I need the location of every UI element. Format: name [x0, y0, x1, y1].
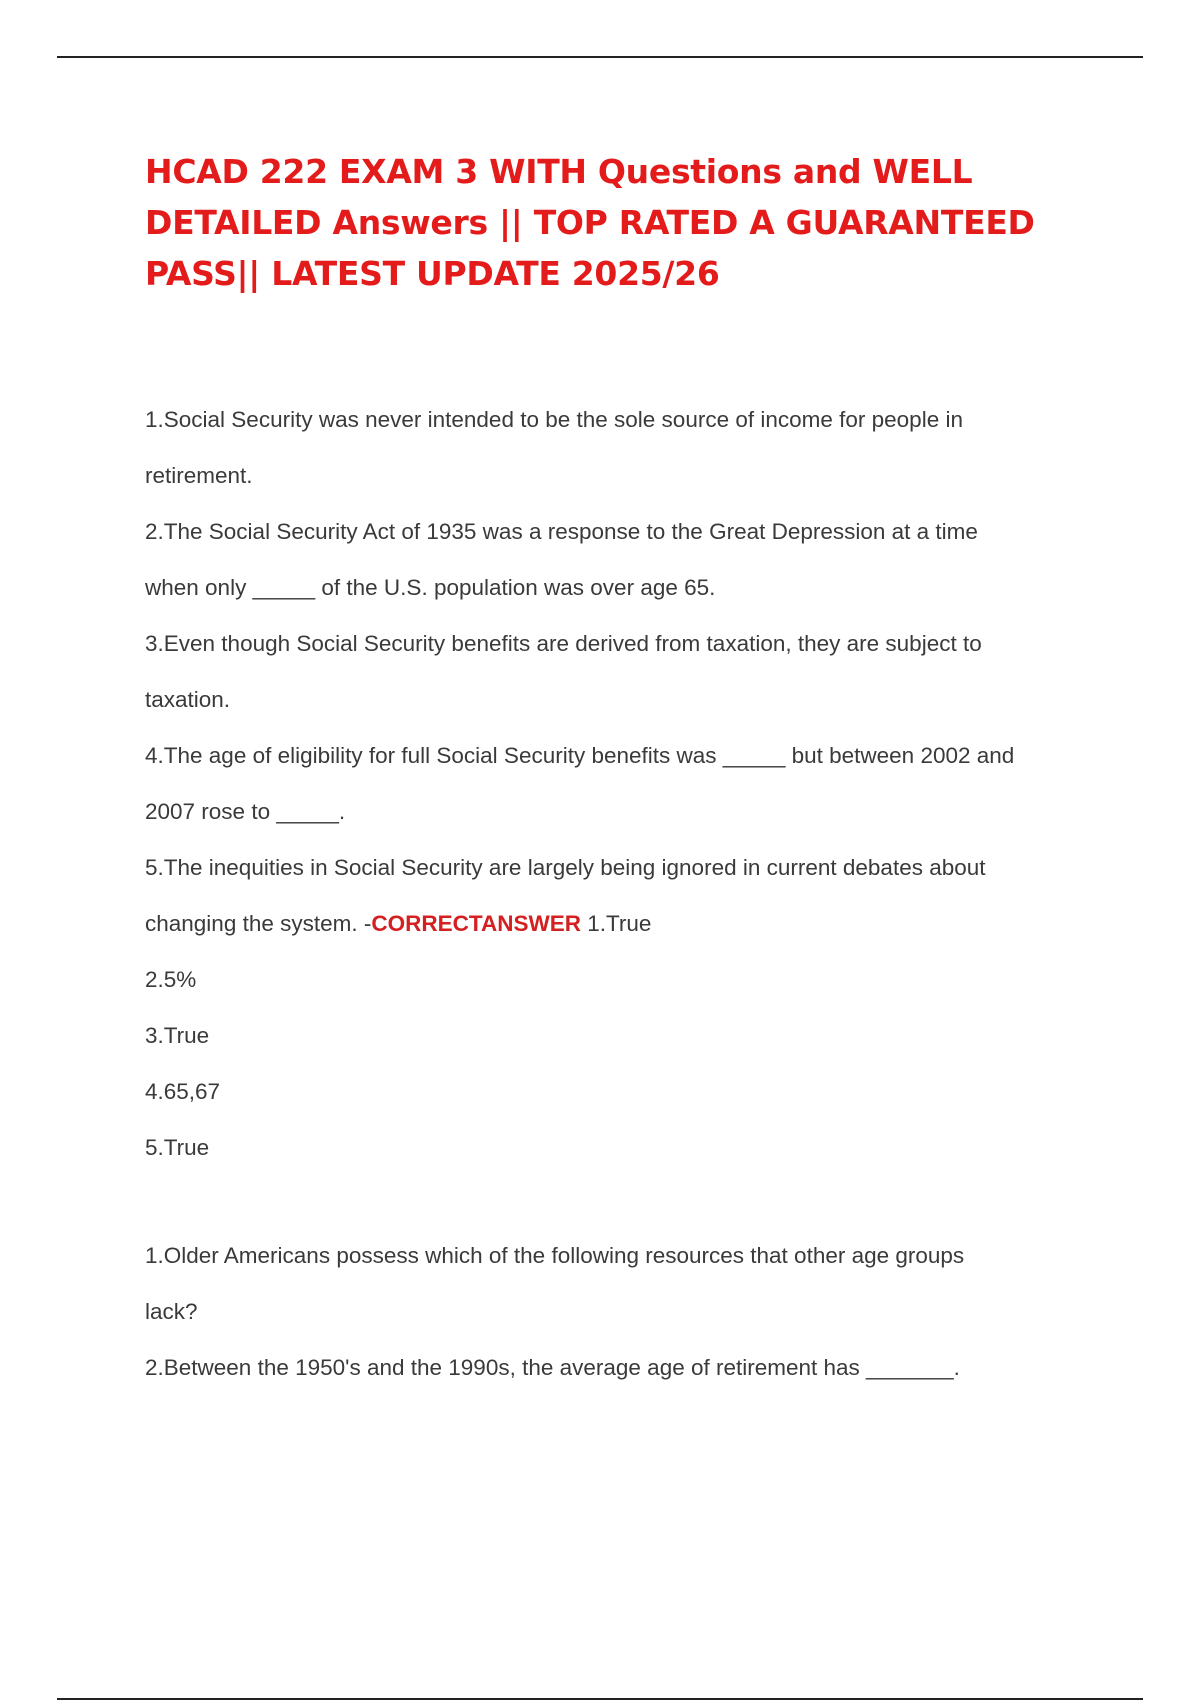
answer-intro-line [145, 896, 1085, 952]
text-line: 2.Between the 1950's and the 1990s, the average age of retirement has _______. [145, 1355, 960, 1380]
answer-line: 4.65,67 [145, 1079, 221, 1104]
text-line: 4.The age of eligibility for full Social Security benefits was _____ but between 2002 and [145, 743, 1015, 768]
answer-line: 5.True [145, 1135, 210, 1160]
answer-text: 1.True [580, 911, 652, 936]
question-block-1 [145, 392, 1085, 1176]
text-line: 5.The inequities in Social Security are largely being ignored in current debates about [145, 855, 986, 880]
text-fragment: changing the system. - [145, 911, 372, 936]
title-line-1: HCAD 222 EXAM 3 WITH Questions and WELL [145, 152, 973, 191]
question-block-2 [145, 1228, 1085, 1396]
title-line-2: DETAILED Answers || TOP RATED A GUARANTEED [145, 203, 1035, 242]
text-line: lack? [145, 1299, 198, 1324]
correct-answer-label: CORRECTANSWER [371, 911, 581, 936]
title-line-3: PASS|| LATEST UPDATE 2025/26 [145, 254, 720, 293]
text-line: 1.Older Americans possess which of the following resources that other age groups [145, 1243, 965, 1268]
text-line: when only _____ of the U.S. population was over age 65. [145, 575, 716, 600]
answer-line: 2.5% [145, 967, 197, 992]
document-title [145, 146, 1065, 299]
top-rule [57, 56, 1143, 58]
text-line: 1.Social Security was never intended to be the sole source of income for people in [145, 407, 963, 432]
answer-line: 3.True [145, 1023, 210, 1048]
text-line: 3.Even though Social Security benefits are derived from taxation, they are subject to [145, 631, 982, 656]
text-line: 2007 rose to _____. [145, 799, 346, 824]
text-line: retirement. [145, 463, 253, 488]
text-line: taxation. [145, 687, 231, 712]
text-line: 2.The Social Security Act of 1935 was a response to the Great Depression at a time [145, 519, 978, 544]
